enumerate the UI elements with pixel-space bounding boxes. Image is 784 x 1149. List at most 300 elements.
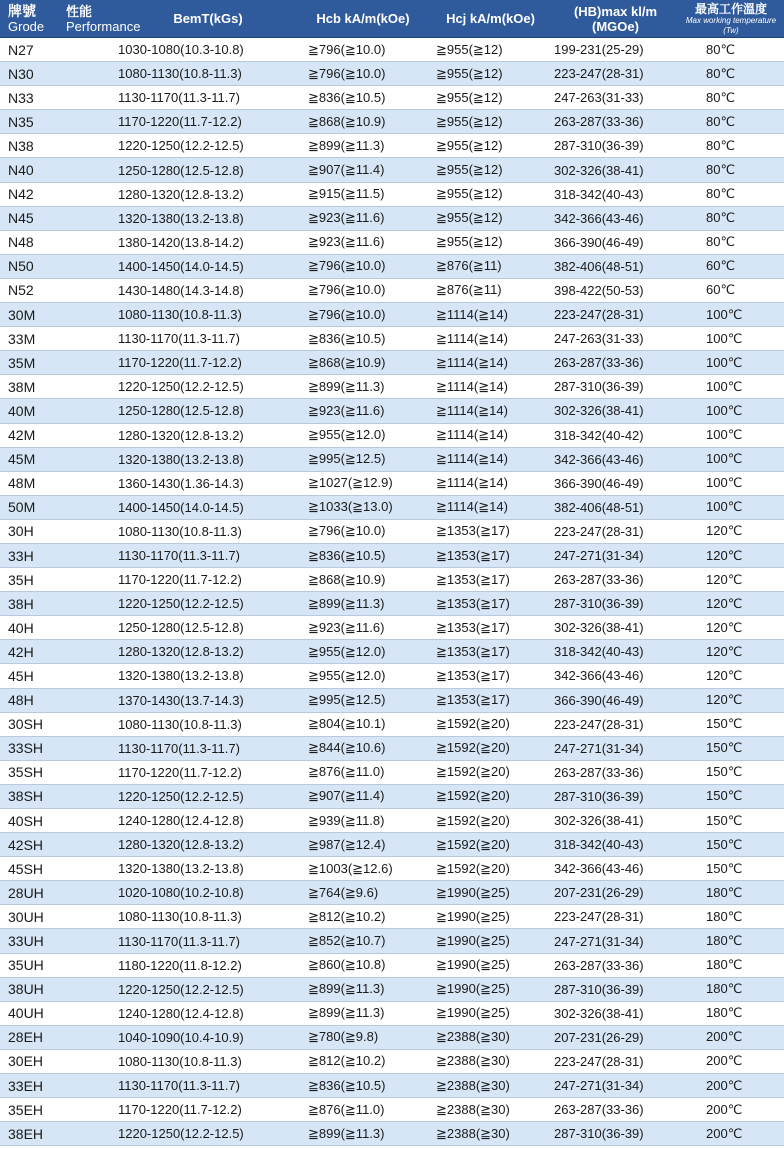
cell-hcj: ≧955(≧12) bbox=[436, 137, 503, 153]
cell-max-temp: 100℃ bbox=[706, 451, 743, 467]
cell-bemt: 1220-1250(12.2-12.5) bbox=[118, 138, 244, 154]
cell-max-temp: 100℃ bbox=[706, 330, 743, 346]
cell-hcj: ≧955(≧12) bbox=[436, 234, 503, 250]
cell-hcb: ≧780(≧9.8) bbox=[308, 1029, 379, 1045]
cell-hbmax: 247-271(31-34) bbox=[554, 933, 644, 949]
cell-grade: N52 bbox=[8, 282, 34, 299]
cell-grade: N33 bbox=[8, 89, 34, 106]
cell-hcj: ≧1114(≧14) bbox=[436, 451, 508, 467]
cell-hcj: ≧876(≧11) bbox=[436, 258, 502, 274]
cell-bemt: 1080-1130(10.8-11.3) bbox=[118, 307, 242, 323]
cell-max-temp: 80℃ bbox=[706, 162, 736, 178]
cell-grade: 28EH bbox=[8, 1029, 44, 1046]
cell-max-temp: 80℃ bbox=[706, 113, 736, 129]
cell-bemt: 1320-1380(13.2-13.8) bbox=[118, 451, 244, 467]
table-row bbox=[0, 785, 784, 809]
cell-hbmax: 302-326(38-41) bbox=[554, 162, 644, 178]
cell-max-temp: 80℃ bbox=[706, 41, 736, 57]
header-hbmax-line2: (MGOe) bbox=[592, 18, 639, 34]
table-row bbox=[0, 424, 784, 448]
cell-hbmax: 382-406(48-51) bbox=[554, 499, 644, 515]
cell-grade: 42M bbox=[8, 427, 36, 444]
cell-bemt: 1360-1430(1.36-14.3) bbox=[118, 475, 244, 491]
table-row bbox=[0, 616, 784, 640]
cell-hcb: ≧876(≧11.0) bbox=[308, 1101, 385, 1117]
cell-bemt: 1250-1280(12.5-12.8) bbox=[118, 403, 244, 419]
cell-bemt: 1250-1280(12.5-12.8) bbox=[118, 620, 244, 636]
cell-bemt: 1080-1130(10.8-11.3) bbox=[118, 523, 242, 539]
cell-hbmax: 318-342(40-42) bbox=[554, 427, 644, 443]
cell-hbmax: 263-287(33-36) bbox=[554, 355, 644, 371]
cell-grade: 30M bbox=[8, 306, 36, 323]
cell-bemt: 1280-1320(12.8-13.2) bbox=[118, 186, 244, 202]
table-row bbox=[0, 351, 784, 375]
cell-hbmax: 207-231(26-29) bbox=[554, 885, 644, 901]
header-performance-zh: 性能 bbox=[66, 3, 93, 19]
cell-max-temp: 150℃ bbox=[706, 860, 743, 876]
cell-grade: 30H bbox=[8, 523, 34, 540]
table-row bbox=[0, 857, 784, 881]
cell-bemt: 1130-1170(11.3-11.7) bbox=[118, 933, 240, 949]
cell-hbmax: 247-271(31-34) bbox=[554, 1078, 644, 1094]
cell-hbmax: 382-406(48-51) bbox=[554, 258, 644, 274]
cell-hcb: ≧899(≧11.3) bbox=[308, 1125, 385, 1141]
cell-hcb: ≧812(≧10.2) bbox=[308, 1053, 386, 1069]
cell-hbmax: 263-287(33-36) bbox=[554, 764, 644, 780]
cell-hbmax: 342-366(43-46) bbox=[554, 861, 644, 877]
cell-hbmax: 263-287(33-36) bbox=[554, 957, 644, 973]
cell-max-temp: 180℃ bbox=[706, 884, 743, 900]
cell-grade: 33H bbox=[8, 547, 34, 564]
cell-max-temp: 80℃ bbox=[706, 234, 736, 250]
cell-hcj: ≧955(≧12) bbox=[436, 41, 503, 57]
cell-bemt: 1220-1250(12.2-12.5) bbox=[118, 1126, 244, 1142]
cell-bemt: 1400-1450(14.0-14.5) bbox=[118, 258, 244, 274]
cell-max-temp: 120℃ bbox=[706, 523, 743, 539]
cell-hcb: ≧796(≧10.0) bbox=[308, 258, 386, 274]
cell-hcj: ≧1990(≧25) bbox=[436, 908, 510, 924]
table-row bbox=[0, 568, 784, 592]
cell-hcj: ≧2388(≧30) bbox=[436, 1029, 510, 1045]
cell-hcb: ≧812(≧10.2) bbox=[308, 908, 386, 924]
cell-grade: 40SH bbox=[8, 812, 44, 829]
header-hcb: Hcb kA/m(kOe) bbox=[316, 11, 410, 26]
cell-grade: 35UH bbox=[8, 957, 44, 974]
cell-hbmax: 302-326(38-41) bbox=[554, 403, 644, 419]
cell-hcj: ≧2388(≧30) bbox=[436, 1125, 510, 1141]
cell-hcj: ≧1592(≧20) bbox=[436, 740, 510, 756]
cell-hbmax: 318-342(40-43) bbox=[554, 837, 644, 853]
cell-hcj: ≧1990(≧25) bbox=[436, 981, 510, 997]
cell-hcj: ≧1114(≧14) bbox=[436, 475, 508, 491]
cell-grade: 38M bbox=[8, 378, 36, 395]
table-row bbox=[0, 207, 784, 231]
table-row bbox=[0, 881, 784, 905]
cell-hcj: ≧1114(≧14) bbox=[436, 402, 508, 418]
cell-hbmax: 287-310(36-39) bbox=[554, 788, 644, 804]
cell-hcj: ≧1353(≧17) bbox=[436, 547, 510, 563]
cell-hcj: ≧955(≧12) bbox=[436, 210, 503, 226]
cell-hcb: ≧1033(≧13.0) bbox=[308, 499, 393, 515]
cell-bemt: 1030-1080(10.3-10.8) bbox=[118, 42, 244, 58]
table-row bbox=[0, 1026, 784, 1050]
header-bemt: BemT(kGs) bbox=[173, 11, 243, 26]
cell-hcb: ≧836(≧10.5) bbox=[308, 1077, 386, 1093]
header-hbmax bbox=[553, 0, 678, 37]
table-row bbox=[0, 399, 784, 423]
cell-grade: 30EH bbox=[8, 1053, 44, 1070]
cell-hcb: ≧955(≧12.0) bbox=[308, 667, 386, 683]
cell-hbmax: 223-247(28-31) bbox=[554, 66, 644, 82]
cell-max-temp: 80℃ bbox=[706, 210, 736, 226]
cell-hcj: ≧1592(≧20) bbox=[436, 788, 510, 804]
cell-bemt: 1080-1130(10.8-11.3) bbox=[118, 716, 242, 732]
cell-hcb: ≧836(≧10.5) bbox=[308, 330, 386, 346]
cell-grade: 33UH bbox=[8, 933, 44, 950]
cell-hcj: ≧876(≧11) bbox=[436, 282, 502, 298]
table-row bbox=[0, 520, 784, 544]
cell-grade: 45SH bbox=[8, 860, 44, 877]
cell-hbmax: 342-366(43-46) bbox=[554, 210, 644, 226]
header-max-temp-en: Max working temperature bbox=[685, 15, 777, 25]
cell-max-temp: 150℃ bbox=[706, 836, 743, 852]
cell-grade: 33M bbox=[8, 330, 36, 347]
cell-hbmax: 302-326(38-41) bbox=[554, 813, 644, 829]
cell-hcb: ≧899(≧11.3) bbox=[308, 981, 385, 997]
cell-hcb: ≧868(≧10.9) bbox=[308, 354, 386, 370]
cell-hbmax: 199-231(25-29) bbox=[554, 42, 644, 58]
cell-hcb: ≧987(≧12.4) bbox=[308, 836, 386, 852]
cell-hcj: ≧1592(≧20) bbox=[436, 860, 510, 876]
cell-max-temp: 150℃ bbox=[706, 740, 743, 756]
cell-hcb: ≧939(≧11.8) bbox=[308, 812, 385, 828]
cell-hbmax: 342-366(43-46) bbox=[554, 668, 644, 684]
cell-hcb: ≧899(≧11.3) bbox=[308, 137, 385, 153]
cell-bemt: 1320-1380(13.2-13.8) bbox=[118, 861, 244, 877]
cell-max-temp: 80℃ bbox=[706, 65, 736, 81]
cell-hcb: ≧796(≧10.0) bbox=[308, 65, 386, 81]
cell-hcj: ≧1114(≧14) bbox=[436, 306, 508, 322]
cell-bemt: 1180-1220(11.8-12.2) bbox=[118, 957, 242, 973]
cell-bemt: 1220-1250(12.2-12.5) bbox=[118, 596, 244, 612]
cell-bemt: 1130-1170(11.3-11.7) bbox=[118, 90, 240, 106]
cell-hcj: ≧1114(≧14) bbox=[436, 354, 508, 370]
cell-hbmax: 247-263(31-33) bbox=[554, 331, 644, 347]
cell-hcj: ≧1990(≧25) bbox=[436, 884, 510, 900]
cell-max-temp: 180℃ bbox=[706, 957, 743, 973]
table-row bbox=[0, 231, 784, 255]
cell-hbmax: 287-310(36-39) bbox=[554, 1126, 644, 1142]
cell-hbmax: 366-390(46-49) bbox=[554, 475, 644, 491]
cell-bemt: 1250-1280(12.5-12.8) bbox=[118, 162, 244, 178]
cell-bemt: 1170-1220(11.7-12.2) bbox=[118, 355, 242, 371]
cell-hcj: ≧955(≧12) bbox=[436, 65, 503, 81]
cell-grade: N48 bbox=[8, 234, 34, 251]
table-row bbox=[0, 1098, 784, 1122]
cell-hcj: ≧1353(≧17) bbox=[436, 571, 510, 587]
table-row bbox=[0, 375, 784, 399]
table-row bbox=[0, 954, 784, 978]
cell-hbmax: 263-287(33-36) bbox=[554, 114, 644, 130]
cell-hcj: ≧2388(≧30) bbox=[436, 1101, 510, 1117]
cell-bemt: 1400-1450(14.0-14.5) bbox=[118, 499, 244, 515]
cell-hcb: ≧955(≧12.0) bbox=[308, 643, 386, 659]
cell-hcj: ≧1990(≧25) bbox=[436, 957, 510, 973]
table-row bbox=[0, 134, 784, 158]
cell-max-temp: 150℃ bbox=[706, 764, 743, 780]
table-header bbox=[0, 0, 784, 38]
cell-hcj: ≧955(≧12) bbox=[436, 162, 503, 178]
table-row bbox=[0, 664, 784, 688]
cell-bemt: 1170-1220(11.7-12.2) bbox=[118, 764, 242, 780]
cell-hcj: ≧1592(≧20) bbox=[436, 716, 510, 732]
cell-grade: N45 bbox=[8, 210, 34, 227]
header-hcj: Hcj kA/m(kOe) bbox=[446, 11, 535, 26]
cell-hcb: ≧796(≧10.0) bbox=[308, 306, 386, 322]
table-row bbox=[0, 110, 784, 134]
cell-hcj: ≧1592(≧20) bbox=[436, 812, 510, 828]
table-row bbox=[0, 1050, 784, 1074]
table-row bbox=[0, 303, 784, 327]
cell-max-temp: 120℃ bbox=[706, 619, 743, 635]
cell-bemt: 1240-1280(12.4-12.8) bbox=[118, 1005, 244, 1021]
cell-bemt: 1220-1250(12.2-12.5) bbox=[118, 788, 244, 804]
cell-hcb: ≧868(≧10.9) bbox=[308, 113, 386, 129]
cell-hcb: ≧915(≧11.5) bbox=[308, 186, 385, 202]
cell-hbmax: 302-326(38-41) bbox=[554, 1005, 644, 1021]
table-row bbox=[0, 448, 784, 472]
cell-grade: 42SH bbox=[8, 836, 44, 853]
cell-hcb: ≧868(≧10.9) bbox=[308, 571, 386, 587]
cell-max-temp: 150℃ bbox=[706, 716, 743, 732]
table-row bbox=[0, 86, 784, 110]
cell-hbmax: 263-287(33-36) bbox=[554, 1102, 644, 1118]
table-row bbox=[0, 183, 784, 207]
cell-grade: N40 bbox=[8, 162, 34, 179]
table-row bbox=[0, 496, 784, 520]
cell-bemt: 1320-1380(13.2-13.8) bbox=[118, 210, 244, 226]
cell-hcb: ≧899(≧11.3) bbox=[308, 378, 385, 394]
cell-bemt: 1220-1250(12.2-12.5) bbox=[118, 981, 244, 997]
cell-hcb: ≧923(≧11.6) bbox=[308, 619, 385, 635]
cell-grade: 35H bbox=[8, 571, 34, 588]
header-max-temp-sub: (Tw) bbox=[723, 25, 739, 35]
cell-bemt: 1220-1250(12.2-12.5) bbox=[118, 379, 244, 395]
table-row bbox=[0, 472, 784, 496]
cell-hcb: ≧995(≧12.5) bbox=[308, 451, 386, 467]
cell-grade: 30UH bbox=[8, 908, 44, 925]
header-grade-zh: 牌號 bbox=[8, 2, 36, 19]
cell-hcb: ≧899(≧11.3) bbox=[308, 1005, 385, 1021]
cell-grade: N38 bbox=[8, 137, 34, 154]
cell-hcb: ≧836(≧10.5) bbox=[308, 89, 386, 105]
cell-bemt: 1240-1280(12.4-12.8) bbox=[118, 813, 244, 829]
cell-grade: 48H bbox=[8, 692, 34, 709]
cell-grade: 38SH bbox=[8, 788, 44, 805]
cell-bemt: 1380-1420(13.8-14.2) bbox=[118, 234, 244, 250]
cell-grade: 48M bbox=[8, 475, 36, 492]
cell-hbmax: 247-271(31-34) bbox=[554, 548, 644, 564]
cell-hbmax: 263-287(33-36) bbox=[554, 572, 644, 588]
cell-hcj: ≧1353(≧17) bbox=[436, 692, 510, 708]
cell-hcb: ≧852(≧10.7) bbox=[308, 933, 386, 949]
cell-hbmax: 223-247(28-31) bbox=[554, 1053, 644, 1069]
table-row bbox=[0, 689, 784, 713]
cell-hcj: ≧955(≧12) bbox=[436, 89, 503, 105]
table-row bbox=[0, 38, 784, 62]
cell-hcb: ≧1027(≧12.9) bbox=[308, 475, 393, 491]
cell-max-temp: 200℃ bbox=[706, 1125, 743, 1141]
cell-hcb: ≧907(≧11.4) bbox=[308, 788, 385, 804]
cell-hcb: ≧796(≧10.0) bbox=[308, 523, 386, 539]
cell-bemt: 1170-1220(11.7-12.2) bbox=[118, 114, 242, 130]
header-performance bbox=[66, 0, 141, 37]
cell-grade: 33EH bbox=[8, 1077, 44, 1094]
table-row bbox=[0, 279, 784, 303]
table-row bbox=[0, 544, 784, 568]
header-max-temp bbox=[678, 0, 784, 37]
cell-grade: 40UH bbox=[8, 1005, 44, 1022]
table-row bbox=[0, 327, 784, 351]
table-row bbox=[0, 978, 784, 1002]
cell-hbmax: 287-310(36-39) bbox=[554, 981, 644, 997]
cell-hbmax: 223-247(28-31) bbox=[554, 523, 644, 539]
cell-grade: 42H bbox=[8, 643, 34, 660]
cell-grade: 45H bbox=[8, 667, 34, 684]
cell-max-temp: 120℃ bbox=[706, 643, 743, 659]
cell-grade: N35 bbox=[8, 113, 34, 130]
cell-hbmax: 302-326(38-41) bbox=[554, 620, 644, 636]
cell-bemt: 1170-1220(11.7-12.2) bbox=[118, 1102, 242, 1118]
cell-bemt: 1020-1080(10.2-10.8) bbox=[118, 885, 244, 901]
cell-hcb: ≧907(≧11.4) bbox=[308, 162, 385, 178]
cell-bemt: 1320-1380(13.2-13.8) bbox=[118, 668, 244, 684]
cell-hcb: ≧804(≧10.1) bbox=[308, 716, 386, 732]
cell-hcj: ≧1592(≧20) bbox=[436, 836, 510, 852]
cell-bemt: 1080-1130(10.8-11.3) bbox=[118, 66, 242, 82]
cell-grade: 38H bbox=[8, 595, 34, 612]
cell-grade: 45M bbox=[8, 451, 36, 468]
cell-max-temp: 120℃ bbox=[706, 571, 743, 587]
cell-hbmax: 223-247(28-31) bbox=[554, 307, 644, 323]
cell-bemt: 1130-1170(11.3-11.7) bbox=[118, 548, 240, 564]
cell-grade: 38EH bbox=[8, 1125, 44, 1142]
cell-max-temp: 200℃ bbox=[706, 1101, 743, 1117]
cell-grade: N27 bbox=[8, 41, 34, 58]
cell-bemt: 1130-1170(11.3-11.7) bbox=[118, 1078, 240, 1094]
cell-max-temp: 60℃ bbox=[706, 258, 736, 274]
table-row bbox=[0, 1122, 784, 1146]
table-row bbox=[0, 1074, 784, 1098]
table-row bbox=[0, 833, 784, 857]
cell-max-temp: 120℃ bbox=[706, 547, 743, 563]
cell-hcb: ≧955(≧12.0) bbox=[308, 427, 386, 443]
cell-grade: 40M bbox=[8, 402, 36, 419]
table-body bbox=[0, 38, 784, 1146]
cell-hbmax: 287-310(36-39) bbox=[554, 596, 644, 612]
table-row bbox=[0, 592, 784, 616]
table-row bbox=[0, 1002, 784, 1026]
header-performance-en: Performance bbox=[66, 18, 141, 34]
table-row bbox=[0, 737, 784, 761]
header-grade-en: Grode bbox=[8, 18, 45, 34]
cell-max-temp: 100℃ bbox=[706, 499, 743, 515]
cell-bemt: 1080-1130(10.8-11.3) bbox=[118, 909, 242, 925]
cell-bemt: 1040-1090(10.4-10.9) bbox=[118, 1029, 244, 1045]
table-row bbox=[0, 905, 784, 929]
cell-hbmax: 287-310(36-39) bbox=[554, 379, 644, 395]
cell-grade: 28UH bbox=[8, 884, 44, 901]
cell-max-temp: 100℃ bbox=[706, 475, 743, 491]
cell-grade: 35SH bbox=[8, 764, 44, 781]
cell-hcb: ≧923(≧11.6) bbox=[308, 234, 385, 250]
cell-hcj: ≧1114(≧14) bbox=[436, 499, 508, 515]
cell-hbmax: 287-310(36-39) bbox=[554, 138, 644, 154]
cell-hbmax: 318-342(40-43) bbox=[554, 186, 644, 202]
cell-hcb: ≧923(≧11.6) bbox=[308, 402, 385, 418]
cell-hcj: ≧1353(≧17) bbox=[436, 523, 510, 539]
cell-grade: 33SH bbox=[8, 740, 44, 757]
table-row bbox=[0, 809, 784, 833]
cell-hcb: ≧1003(≧12.6) bbox=[308, 860, 393, 876]
cell-max-temp: 200℃ bbox=[706, 1077, 743, 1093]
cell-hcj: ≧1353(≧17) bbox=[436, 619, 510, 635]
cell-bemt: 1130-1170(11.3-11.7) bbox=[118, 331, 240, 347]
cell-max-temp: 180℃ bbox=[706, 981, 743, 997]
cell-max-temp: 100℃ bbox=[706, 354, 743, 370]
cell-bemt: 1280-1320(12.8-13.2) bbox=[118, 427, 244, 443]
table-row bbox=[0, 929, 784, 953]
cell-max-temp: 60℃ bbox=[706, 282, 736, 298]
table-row bbox=[0, 158, 784, 182]
cell-hcj: ≧1114(≧14) bbox=[436, 378, 508, 394]
cell-bemt: 1430-1480(14.3-14.8) bbox=[118, 282, 244, 298]
cell-bemt: 1080-1130(10.8-11.3) bbox=[118, 1053, 242, 1069]
cell-hcj: ≧1990(≧25) bbox=[436, 1005, 510, 1021]
cell-max-temp: 100℃ bbox=[706, 378, 743, 394]
cell-hbmax: 398-422(50-53) bbox=[554, 282, 644, 298]
cell-hcj: ≧1592(≧20) bbox=[436, 764, 510, 780]
cell-bemt: 1130-1170(11.3-11.7) bbox=[118, 740, 240, 756]
cell-hcb: ≧995(≧12.5) bbox=[308, 692, 386, 708]
cell-hcb: ≧844(≧10.6) bbox=[308, 740, 386, 756]
cell-max-temp: 180℃ bbox=[706, 933, 743, 949]
cell-bemt: 1280-1320(12.8-13.2) bbox=[118, 644, 244, 660]
cell-hcj: ≧1353(≧17) bbox=[436, 667, 510, 683]
cell-bemt: 1370-1430(13.7-14.3) bbox=[118, 692, 244, 708]
cell-max-temp: 100℃ bbox=[706, 427, 743, 443]
cell-max-temp: 150℃ bbox=[706, 788, 743, 804]
cell-hbmax: 223-247(28-31) bbox=[554, 909, 644, 925]
cell-hbmax: 318-342(40-43) bbox=[554, 644, 644, 660]
cell-max-temp: 80℃ bbox=[706, 89, 736, 105]
cell-grade: 30SH bbox=[8, 716, 44, 733]
cell-hcb: ≧876(≧11.0) bbox=[308, 764, 385, 780]
cell-hcb: ≧796(≧10.0) bbox=[308, 41, 386, 57]
cell-hcj: ≧1114(≧14) bbox=[436, 427, 508, 443]
cell-hbmax: 247-263(31-33) bbox=[554, 90, 644, 106]
table-row bbox=[0, 761, 784, 785]
table-row bbox=[0, 640, 784, 664]
cell-hbmax: 223-247(28-31) bbox=[554, 716, 644, 732]
cell-max-temp: 200℃ bbox=[706, 1029, 743, 1045]
cell-hcb: ≧764(≧9.6) bbox=[308, 884, 379, 900]
cell-hcb: ≧923(≧11.6) bbox=[308, 210, 385, 226]
table-row bbox=[0, 62, 784, 86]
cell-max-temp: 100℃ bbox=[706, 306, 743, 322]
table-row bbox=[0, 255, 784, 279]
table-row bbox=[0, 713, 784, 737]
